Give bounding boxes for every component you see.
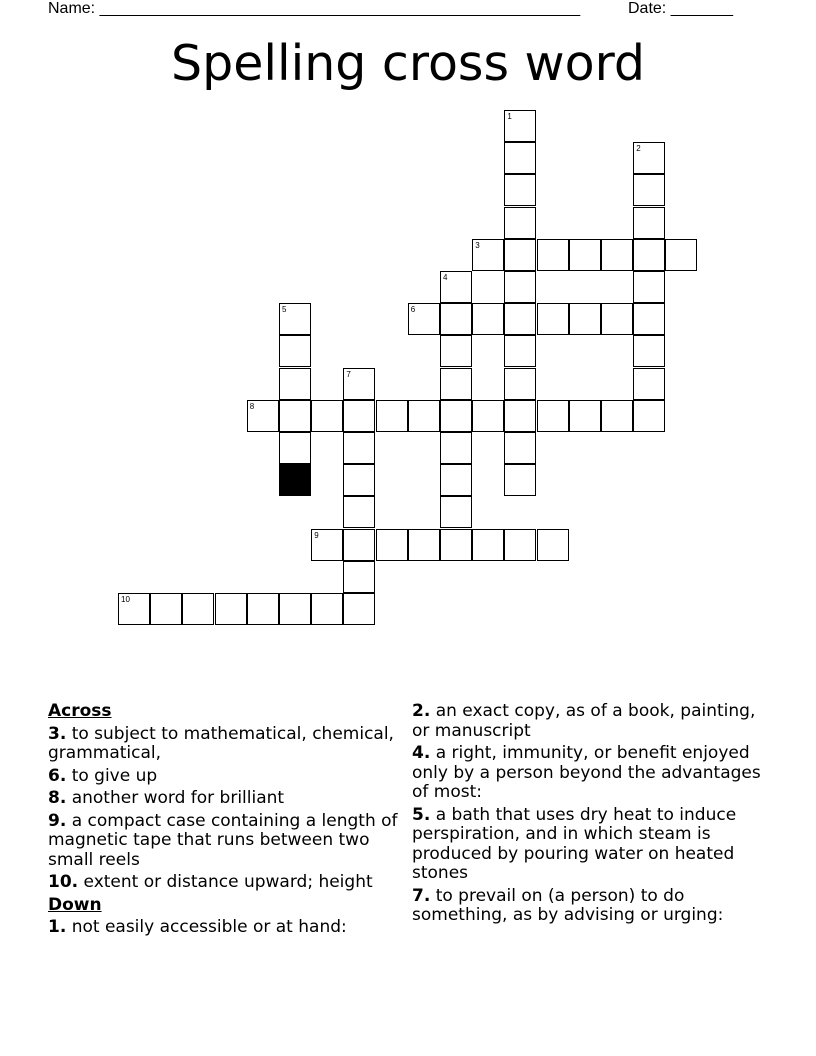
grid-cell[interactable] — [279, 593, 311, 625]
grid-cell[interactable] — [633, 174, 665, 206]
across-clue-list — [48, 725, 398, 893]
grid-cell[interactable] — [182, 593, 214, 625]
clue-item — [412, 702, 772, 741]
grid-cell[interactable] — [569, 239, 601, 271]
clue-number: 5 — [282, 305, 287, 315]
clues-right-column — [412, 702, 772, 929]
grid-cell[interactable] — [311, 529, 343, 561]
grid-cell[interactable] — [343, 496, 375, 528]
grid-cell[interactable] — [440, 464, 472, 496]
grid-cell[interactable] — [343, 529, 375, 561]
grid-cell[interactable] — [504, 432, 536, 464]
grid-cell[interactable] — [504, 368, 536, 400]
grid-cell[interactable] — [504, 239, 536, 271]
grid-cell[interactable] — [633, 400, 665, 432]
clue-item — [48, 725, 398, 764]
grid-cell[interactable] — [343, 432, 375, 464]
clue-item-text: to give up — [66, 765, 158, 786]
grid-cell[interactable] — [504, 174, 536, 206]
clue-item-text: to subject to mathematical, chemical, grammatical, — [48, 723, 394, 763]
clue-item-text: a right, immunity, or benefit enjoyed only by a person beyond the advantages of most: — [412, 743, 761, 802]
grid-cell[interactable] — [472, 529, 504, 561]
page-title: Spelling cross word — [171, 35, 645, 92]
clue-number: 2 — [636, 144, 641, 154]
grid-cell[interactable] — [569, 400, 601, 432]
clue-item — [412, 806, 772, 884]
clue-item-text: extent or distance upward; height — [78, 872, 373, 892]
grid-cell[interactable] — [408, 529, 440, 561]
down-clue-list-continued — [412, 702, 772, 926]
clue-item-number: 3. — [48, 723, 67, 744]
clue-item-text: another word for brilliant — [66, 788, 285, 808]
clue-item — [48, 812, 398, 871]
clue-item-number: 1. — [48, 917, 67, 937]
grid-cell[interactable] — [247, 400, 279, 432]
grid-cell[interactable] — [279, 400, 311, 432]
clue-number: 1 — [507, 112, 512, 121]
grid-cell[interactable] — [601, 400, 633, 432]
clue-number: 10 — [121, 595, 130, 604]
clues-left-column — [48, 702, 398, 941]
grid-cell[interactable] — [472, 400, 504, 432]
grid-cell[interactable] — [440, 335, 472, 367]
across-heading: Across — [48, 701, 112, 721]
grid-cell[interactable] — [504, 464, 536, 496]
grid-cell[interactable] — [504, 207, 536, 239]
clue-number: 9 — [314, 530, 319, 540]
clue-item — [48, 918, 398, 938]
clue-item — [48, 789, 398, 809]
grid-cell[interactable] — [633, 239, 665, 271]
grid-cell[interactable] — [537, 529, 569, 561]
grid-cell[interactable] — [215, 593, 247, 625]
grid-cell[interactable] — [569, 303, 601, 335]
clue-item — [412, 744, 772, 803]
grid-cell[interactable] — [343, 561, 375, 593]
grid-cell[interactable] — [440, 432, 472, 464]
grid-cell[interactable] — [279, 335, 311, 367]
grid-cell[interactable] — [440, 303, 472, 335]
clue-item-number: 8. — [48, 788, 67, 808]
grid-cell[interactable] — [408, 400, 440, 432]
clue-item-text: a compact case containing a length of magnetic tape that runs between two small reels — [48, 810, 398, 870]
clue-number: 6 — [410, 305, 416, 315]
clue-item-number: 2. — [412, 701, 431, 721]
grid-cell[interactable] — [247, 593, 279, 625]
grid-cell[interactable] — [504, 335, 536, 367]
grid-cell[interactable] — [343, 368, 375, 400]
clue-item-text: a bath that uses dry heat to induce perspiration, and in which steam is produced by pouring water on heated stones — [412, 804, 737, 883]
grid-cell[interactable] — [504, 529, 536, 561]
grid-cell[interactable] — [472, 303, 504, 335]
grid-cell[interactable] — [504, 271, 536, 303]
clue-item-text: to prevail on (a person) to do something, as by advising or urging: — [412, 885, 724, 925]
grid-cell[interactable] — [633, 335, 665, 367]
grid-cell[interactable] — [504, 400, 536, 432]
black-square — [279, 464, 311, 496]
grid-cell[interactable] — [537, 400, 569, 432]
grid-cell[interactable] — [440, 368, 472, 400]
down-clue-list — [48, 918, 398, 938]
grid-cell[interactable] — [472, 239, 504, 271]
clue-item-number: 10. — [48, 872, 79, 892]
down-heading: Down — [48, 894, 102, 915]
clue-item-number: 6. — [48, 765, 67, 786]
grid-cell[interactable] — [376, 529, 408, 561]
clue-item-number: 7. — [412, 885, 431, 906]
grid-cell[interactable] — [343, 400, 375, 432]
grid-cell[interactable] — [279, 303, 311, 335]
grid-cell[interactable] — [440, 271, 472, 303]
grid-cell[interactable] — [408, 303, 440, 335]
grid-cell[interactable] — [150, 593, 182, 625]
grid-cell[interactable] — [440, 529, 472, 561]
clue-item — [48, 873, 398, 893]
grid-cell[interactable] — [633, 271, 665, 303]
grid-cell[interactable] — [311, 400, 343, 432]
grid-cell[interactable] — [633, 207, 665, 239]
grid-cell[interactable] — [633, 142, 665, 174]
grid-cell[interactable] — [601, 303, 633, 335]
clue-item-number: 5. — [412, 804, 431, 825]
grid-cell[interactable] — [504, 110, 536, 142]
clue-item-text: an exact copy, as of a book, painting, or manuscript — [412, 701, 756, 741]
grid-cell[interactable] — [537, 239, 569, 271]
clue-item-number: 9. — [48, 810, 67, 831]
grid-cell[interactable] — [504, 142, 536, 174]
grid-cell[interactable] — [343, 593, 375, 625]
clue-number: 3 — [475, 240, 480, 250]
clue-item-text: not easily accessible or at hand: — [66, 917, 347, 937]
name-field[interactable]: Name: ______________________________________________________ — [48, 0, 581, 17]
grid-cell[interactable] — [440, 400, 472, 432]
grid-cell[interactable] — [376, 400, 408, 432]
grid-cell[interactable] — [440, 496, 472, 528]
grid-cell[interactable] — [343, 464, 375, 496]
grid-cell[interactable] — [633, 368, 665, 400]
clue-item — [412, 887, 772, 926]
date-field[interactable]: Date: _______ — [628, 0, 733, 17]
clue-number: 7 — [346, 369, 351, 379]
grid-cell[interactable] — [665, 239, 697, 271]
grid-cell[interactable] — [118, 593, 150, 625]
grid-cell[interactable] — [633, 303, 665, 335]
grid-cell[interactable] — [279, 368, 311, 400]
clue-number: 8 — [249, 401, 255, 411]
grid-cell[interactable] — [601, 239, 633, 271]
clue-item-number: 4. — [412, 743, 431, 763]
clue-number: 4 — [443, 273, 448, 282]
clue-item — [48, 767, 398, 787]
grid-cell[interactable] — [311, 593, 343, 625]
grid-cell[interactable] — [504, 303, 536, 335]
grid-cell[interactable] — [537, 303, 569, 335]
grid-cell[interactable] — [279, 432, 311, 464]
